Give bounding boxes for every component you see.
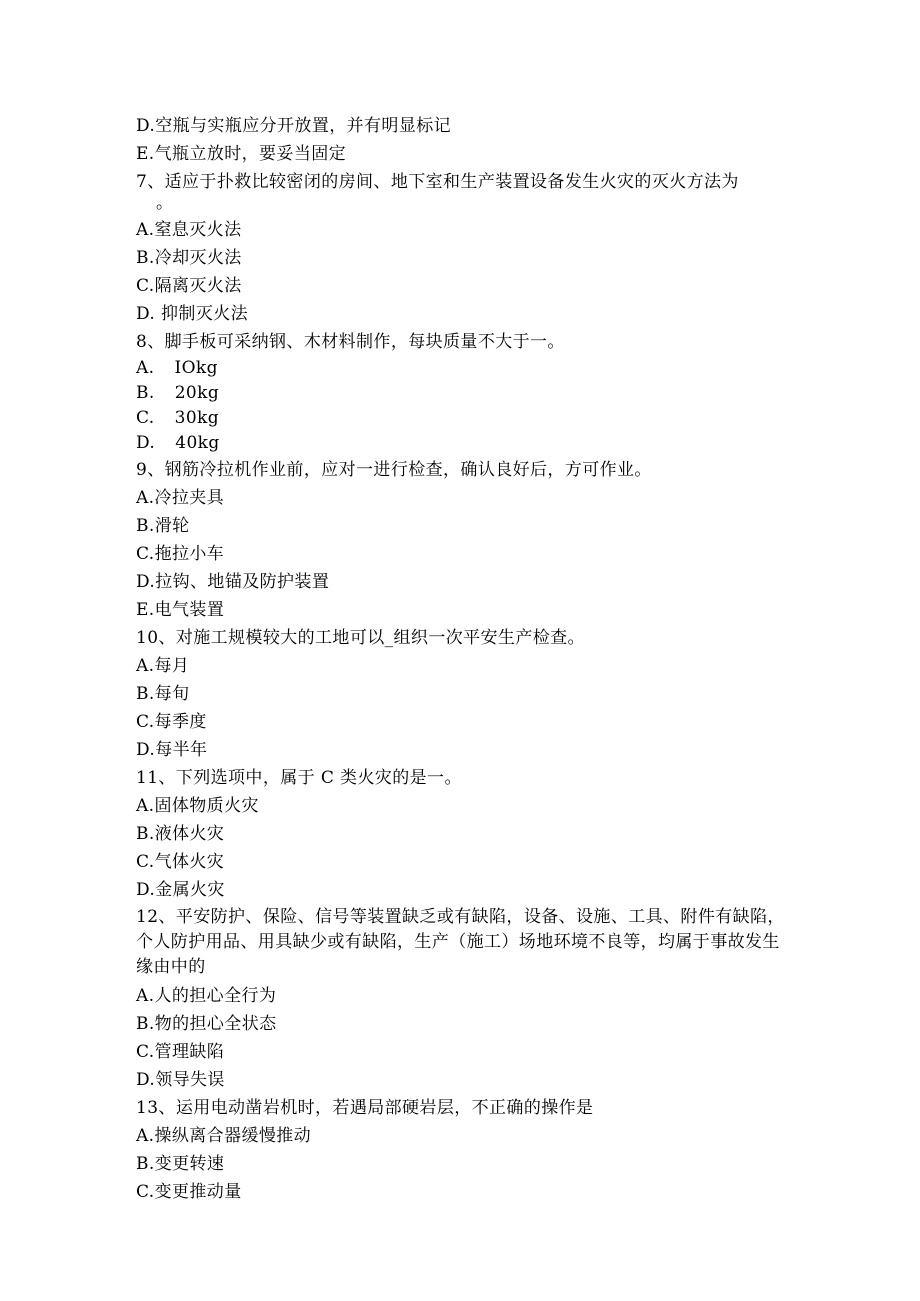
question-7-option-b: B.冷却灭火法 xyxy=(136,248,242,268)
question-11: 11、下列选项中，属于 C 类火灾的是一。 xyxy=(136,768,462,788)
question-7: 7、适应于扑救比较密闭的房间、地下室和生产装置设备发生火灾的灭火方法为 xyxy=(136,172,739,192)
question-7-option-d: D. 抑制灭火法 xyxy=(136,304,249,324)
question-11-option-d: D.金属火灾 xyxy=(136,880,225,900)
question-13-option-a: A.操纵离合器缓慢推动 xyxy=(136,1126,312,1146)
option-value: IOkg xyxy=(174,358,218,378)
question-9-option-b: B.滑轮 xyxy=(136,516,190,536)
question-9-option-d: D.拉钩、地锚及防护装置 xyxy=(136,572,330,592)
question-8-option-a xyxy=(136,356,786,381)
question-10-option-d: D.每半年 xyxy=(136,740,208,760)
option-value: 40kg xyxy=(175,433,220,453)
question-9-option-e: E.电气装置 xyxy=(136,600,225,620)
option-key: A. xyxy=(136,358,155,378)
question-7-option-c: C.隔离灭火法 xyxy=(136,276,242,296)
option-value: 20kg xyxy=(174,383,220,403)
question-12-option-c: C.管理缺陷 xyxy=(136,1042,225,1062)
question-13: 13、运用电动凿岩机时，若遇局部硬岩层，不正确的操作是 xyxy=(136,1098,594,1118)
question-12: 12、平安防护、保险、信号等装置缺乏或有缺陷，设备、设施、工具、附件有缺陷，个人防护用品、用具缺少或有缺陷，生产（施工）场地环境不良等，均属于事故发生缘由中的 xyxy=(136,907,785,977)
question-12-option-d: D.领导失误 xyxy=(136,1070,225,1090)
document-body xyxy=(136,112,786,1206)
question-12-option-b: B.物的担心全状态 xyxy=(136,1014,277,1034)
question-11-option-c: C.气体火灾 xyxy=(136,852,225,872)
option-d-prev: D.空瓶与实瓶应分开放置，并有明显标记 xyxy=(136,116,452,136)
question-8-option-b xyxy=(136,381,786,406)
question-11-option-b: B.液体火灾 xyxy=(136,824,225,844)
question-11-option-a: A.固体物质火灾 xyxy=(136,796,259,816)
option-key: D. xyxy=(136,433,156,453)
question-10-option-a: A.每月 xyxy=(136,656,190,676)
question-13-option-c: C.变更推动量 xyxy=(136,1182,242,1202)
question-10-option-b: B.每旬 xyxy=(136,684,190,704)
question-12-option-a: A.人的担心全行为 xyxy=(136,986,277,1006)
option-key: B. xyxy=(136,383,155,403)
question-10-option-c: C.每季度 xyxy=(136,712,207,732)
question-8: 8、脚手板可采纳钢、木材料制作，每块质量不大于一。 xyxy=(136,332,565,352)
question-10: 10、对施工规模较大的工地可以_组织一次平安生产检查。 xyxy=(136,628,585,648)
question-9: 9、钢筋冷拉机作业前，应对一进行检查，确认良好后，方可作业。 xyxy=(136,460,652,480)
question-13-option-b: B.变更转速 xyxy=(136,1154,225,1174)
question-8-option-c xyxy=(136,406,786,431)
question-9-option-c: C.拖拉小车 xyxy=(136,544,225,564)
option-key: C. xyxy=(136,408,155,428)
option-e-prev: E.气瓶立放时，要妥当固定 xyxy=(136,144,347,164)
question-7-tail: 。 xyxy=(156,193,174,213)
question-9-option-a: A.冷拉夹具 xyxy=(136,488,225,508)
option-value: 30kg xyxy=(174,408,220,428)
question-7-option-a: A.窒息灭火法 xyxy=(136,220,242,240)
question-8-option-d xyxy=(136,431,786,456)
